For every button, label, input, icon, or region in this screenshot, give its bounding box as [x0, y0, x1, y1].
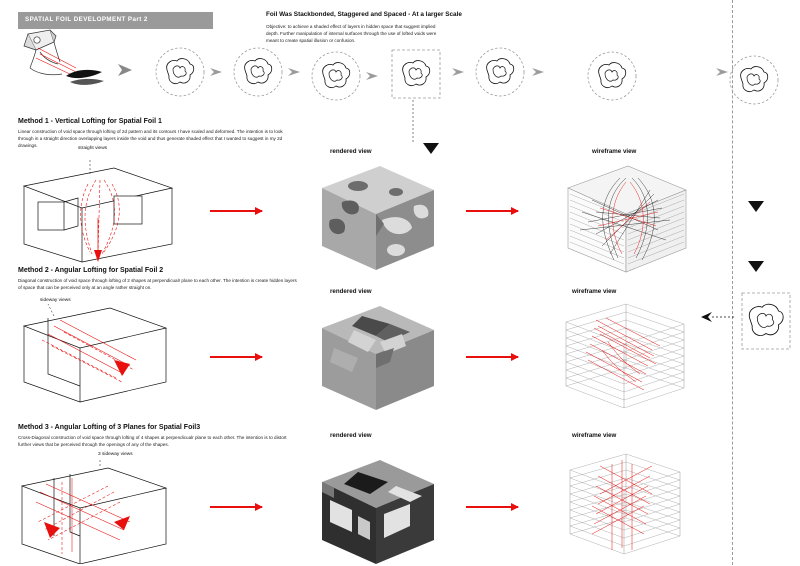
method-2-view-label: sideway views: [40, 298, 71, 303]
method-3-rendered-cube: [318, 456, 438, 566]
method-1-view-label: straight views: [78, 146, 108, 151]
right-detail-box: [738, 285, 794, 357]
method-2-rendered-label: rendered view: [330, 288, 372, 295]
down-arrow-right-1: [745, 198, 767, 214]
page-title: [18, 12, 213, 29]
method-3-line-drawing: [14, 458, 182, 564]
top-foil-sequence: [140, 46, 800, 108]
objective-heading: Foil Was Stackbonded, Staggered and Spaced - At a larger Scale: [266, 11, 462, 18]
method-3-block: [18, 424, 308, 449]
method-2-heading: Method 2 - Angular Lofting for Spatial Foil 2: [18, 267, 164, 274]
method-2-arrow-1: [210, 356, 262, 358]
method-1-arrow-1: [210, 210, 262, 212]
objective-body: Objective: to achieve a shaded effect of layers in hidden space that suggest implied depth. Further manipulation of internal surfaces through the use of lofted voids were meant to create spatial illusion or confusion.: [266, 24, 437, 44]
method-1-block: [18, 118, 308, 150]
page-title-text: SPATIAL FOIL DEVELOPMENT Part 2: [25, 16, 148, 23]
hand-sketch-illustration: [10, 28, 140, 100]
method-3-body: Cross-Diagonal construction of void space through lofting of 4 shapes at perpendicualr plane to each other. The intention is to distort further views that be perceived through the openings of any of the shapes.: [18, 435, 287, 447]
method-2-wireframe-cube: [556, 300, 696, 416]
method-1-heading: Method 1 - Vertical Lofting for Spatial Foil 1: [18, 118, 162, 125]
method-2-line-drawing: [18, 302, 178, 406]
method-1-line-drawing: [18, 158, 178, 266]
method-2-block: [18, 267, 308, 292]
dotted-connector: [388, 100, 438, 146]
method-3-arrow-1: [210, 506, 262, 508]
method-3-arrow-2: [466, 506, 518, 508]
down-arrow-right-2: [745, 258, 767, 274]
method-3-rendered-label: rendered view: [330, 432, 372, 439]
method-2-wireframe-label: wireframe view: [572, 288, 617, 295]
method-1-body: Linear construction of void space through lofting of 2d pattern and its contours I have scaled and deformed. The intention is to look through in a straight direction overlapping layers inside the void and thus generate shaded effect that I wanted to suggest in my 2d drawings.: [18, 129, 283, 148]
method-1-wireframe-cube: [562, 160, 692, 276]
right-divider: [732, 0, 733, 565]
method-2-body: Diagonal construction of void space through lofting of 2 shapes at perpendicualr plane to each other. The intention is create hidden layers of space that can be perceived only at an angle rather straight on.: [18, 278, 297, 290]
method-3-wireframe-label: wireframe view: [572, 432, 617, 439]
method-2-rendered-cube: [318, 302, 438, 414]
objective-block: [266, 11, 566, 44]
method-3-view-label: 3 sideway views: [98, 452, 133, 457]
method-1-rendered-label: rendered view: [330, 148, 372, 155]
method-3-heading: Method 3 - Angular Lofting of 3 Planes for Spatial Foil3: [18, 424, 201, 431]
left-arrow-right-detail: [700, 310, 736, 324]
method-2-arrow-2: [466, 356, 518, 358]
method-1-wireframe-label: wireframe view: [592, 148, 637, 155]
method-3-wireframe-cube: [556, 450, 696, 564]
method-1-rendered-cube: [318, 162, 438, 274]
method-1-arrow-2: [466, 210, 518, 212]
